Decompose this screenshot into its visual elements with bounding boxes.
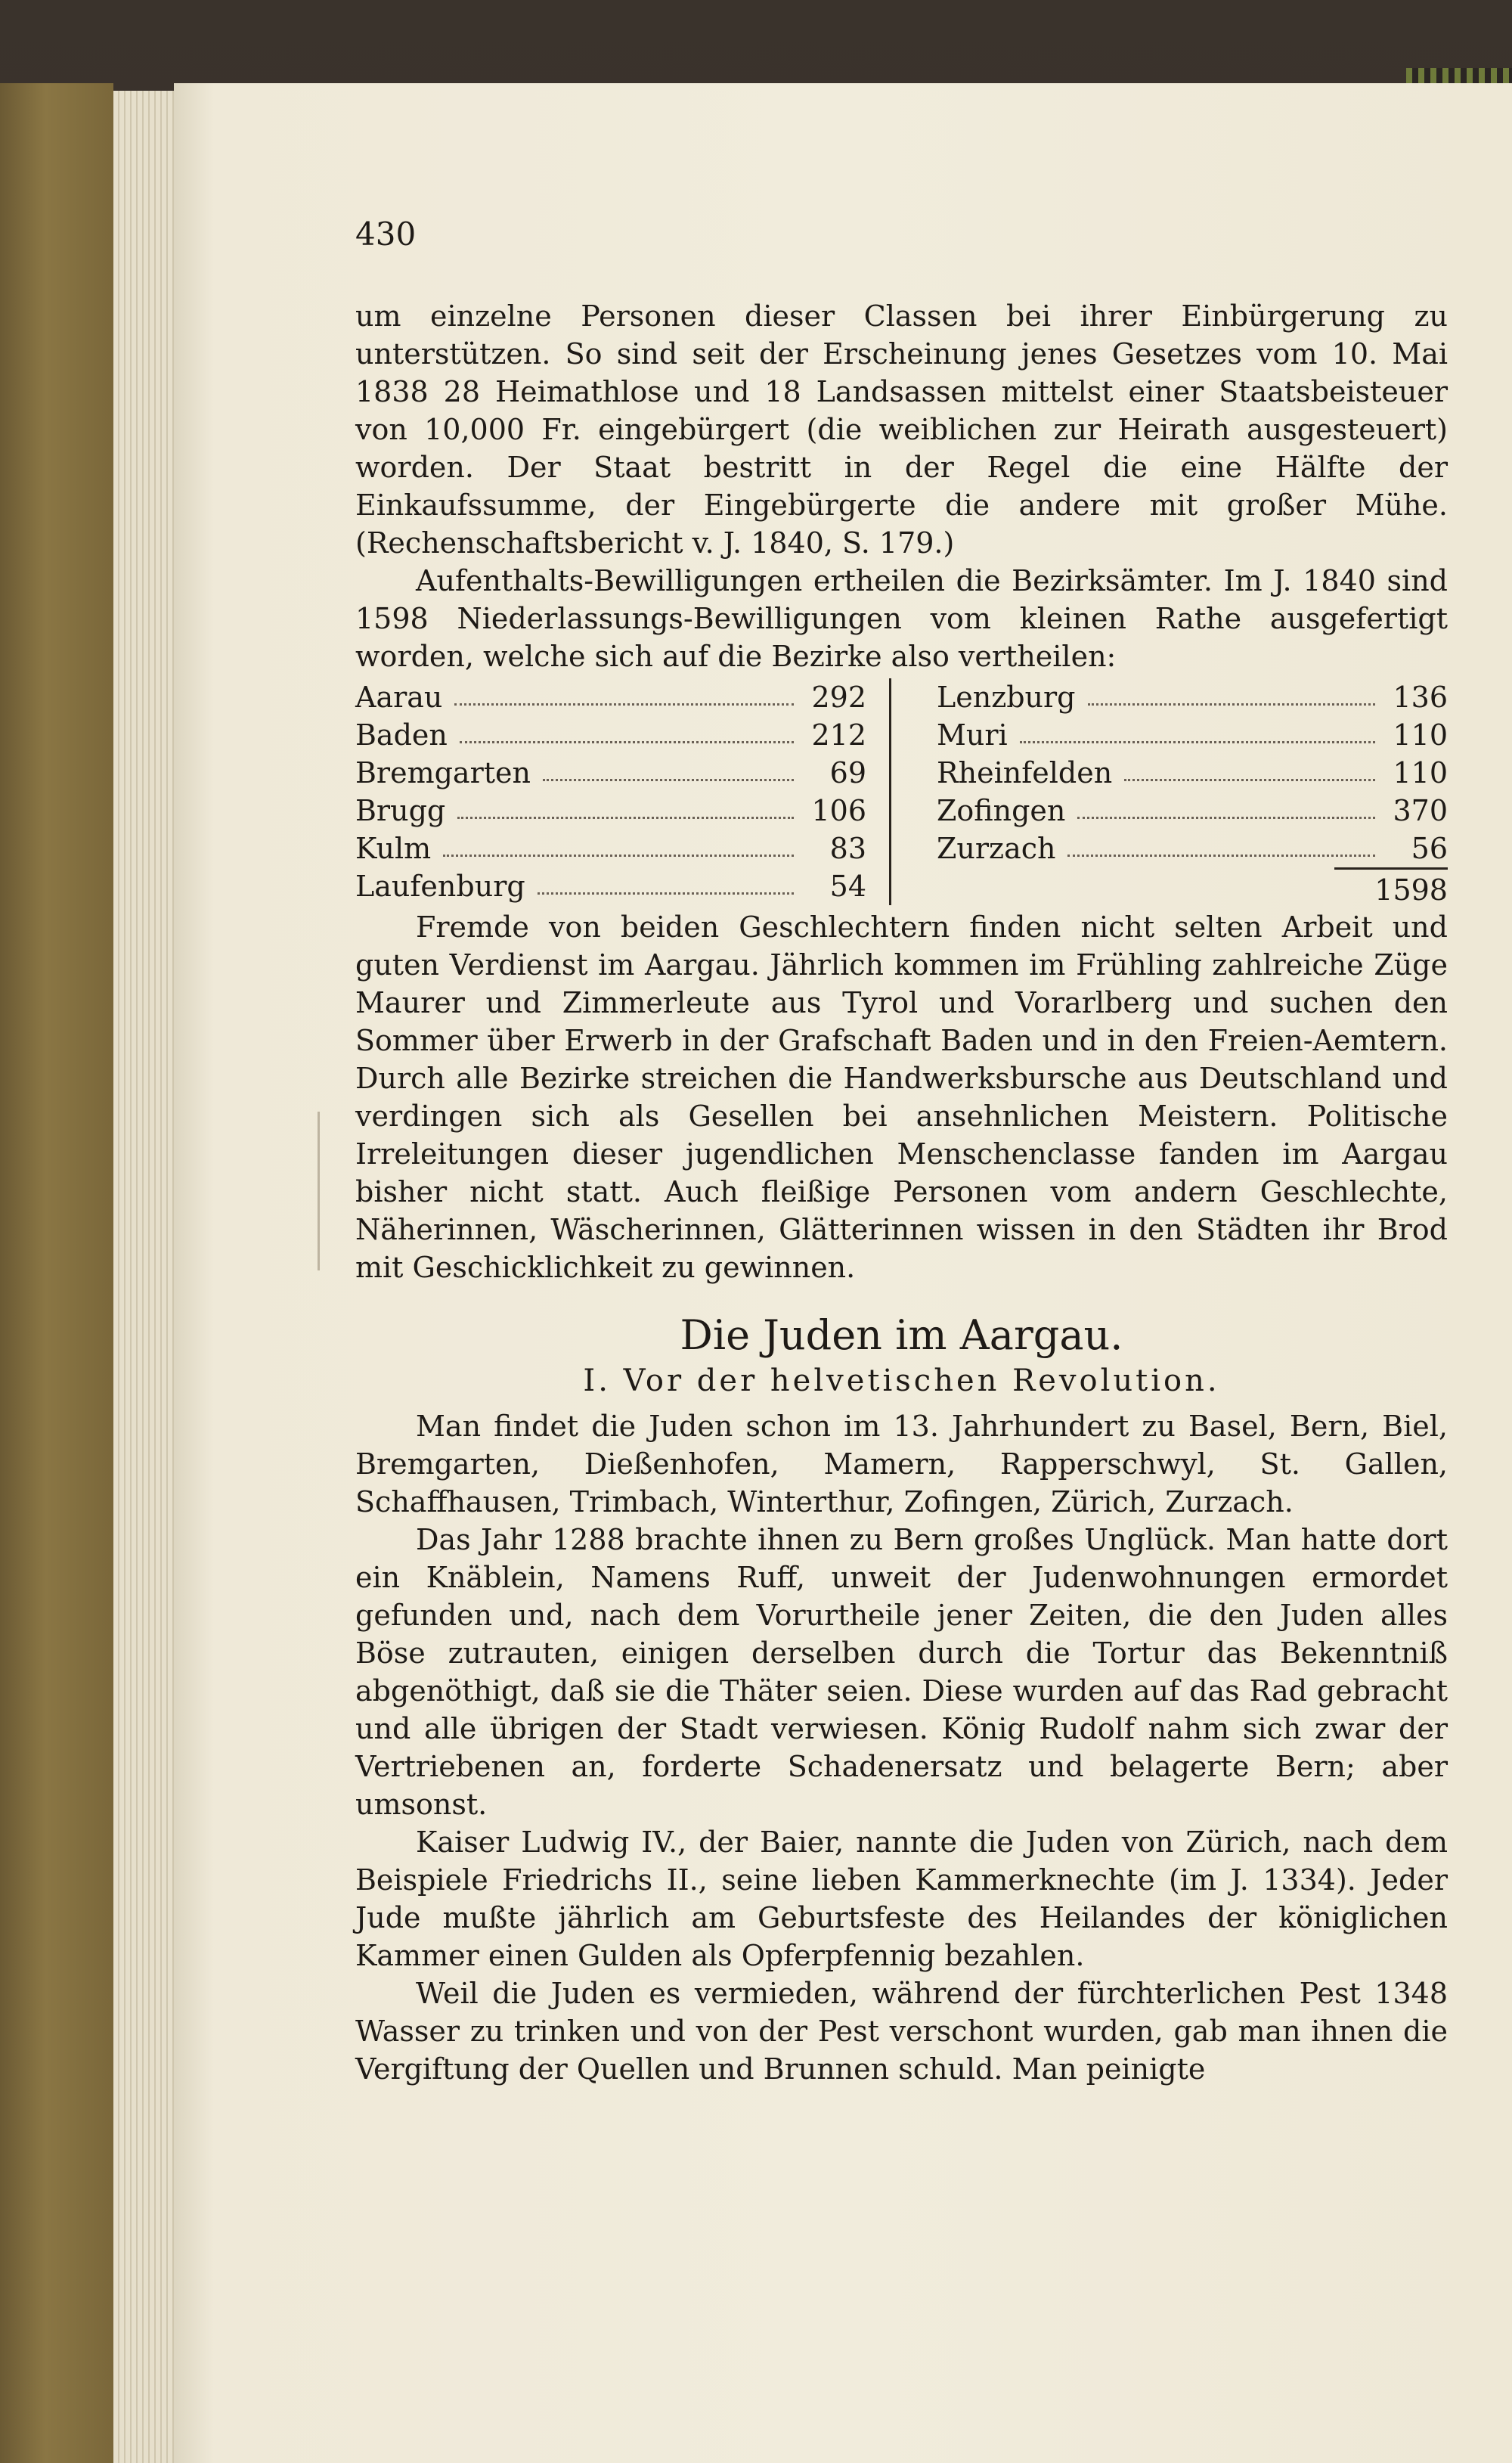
table-row (937, 716, 1448, 754)
table-row (355, 792, 866, 830)
table-row (937, 830, 1448, 867)
subsection-title: I. Vor der helvetischen Revolution. (583, 1363, 1220, 1398)
table-row (355, 754, 866, 792)
district-total: 1598 (1334, 867, 1448, 905)
paragraph-juden-3: Kaiser Ludwig IV., der Baier, nannte die Juden von Zürich, nach dem Beispiele Friedrichs II., seine lieben Kammerknechte (im J. 1334). Jeder Jude mußte jährlich am Geburtsfeste des Heilandes der königlichen Kammer einen Gulden als Opferpfennig bezahlen. (355, 1826, 1448, 1972)
district-name: Muri (937, 718, 1008, 752)
paragraph-strangers: Fremde von beiden Geschlechtern finden nicht selten Arbeit und guten Verdienst im Aargau. Jährlich kommen im Frühling zahlreiche Züge Maurer und Zimmerleute aus Tyrol und Vorarlberg und suchen den Sommer über Erwerb in der Grafschaft Baden und in den Freien-Aemtern. Durch alle Bezirke streichen die Handwerksbursche aus Deutschland und verdingen sich als Gesellen bei ansehnlichen Meistern. Politische Irreleitungen dieser jugendlichen Menschenclasse fanden im Aargau bisher nicht statt. Auch fleißige Personen vom andern Geschlechte, Näherinnen, Wäscherinnen, Glätterinnen wissen in den Städten ihr Brod mit Geschicklichkeit zu gewinnen. (355, 910, 1448, 1284)
district-name: Laufenburg (355, 870, 525, 903)
district-name: Zofingen (937, 794, 1066, 827)
district-value: 83 (829, 832, 866, 865)
table-row (355, 716, 866, 754)
district-value: 136 (1393, 681, 1448, 714)
district-table-left (355, 678, 891, 905)
paragraph-juden-4: Weil die Juden es vermieden, während der fürchterlichen Pest 1348 Wasser zu trinken und von der Pest verschont wurden, gab man ihnen die Vergiftung der Quellen und Brunnen schuld. Man peinigte (355, 1977, 1448, 2086)
district-table (355, 678, 1448, 905)
district-name: Aarau (355, 681, 443, 714)
district-value: 292 (811, 681, 866, 714)
district-value: 110 (1393, 718, 1448, 752)
page-text (355, 216, 1448, 2088)
district-value: 54 (829, 870, 866, 903)
district-value: 106 (811, 794, 866, 827)
paragraph-intro-2: Aufenthalts-Bewilligungen ertheilen die Bezirksämter. Im J. 1840 sind 1598 Niederlassungs-Bewilligungen vom kleinen Rathe ausgefertigt worden, welche sich auf die Bezirke also vertheilen: (355, 564, 1448, 673)
table-row (355, 678, 866, 716)
district-value: 212 (811, 718, 866, 752)
district-name: Kulm (355, 832, 432, 865)
district-name: Brugg (355, 794, 446, 827)
table-row (937, 754, 1448, 792)
section-title: Die Juden im Aargau. (680, 1311, 1123, 1359)
district-name: Bremgarten (355, 756, 531, 789)
district-name: Rheinfelden (937, 756, 1113, 789)
district-name: Zurzach (937, 832, 1056, 865)
paragraph-intro-1: um einzelne Personen dieser Classen bei ihrer Einbürgerung zu unterstützen. So sind seit der Erscheinung jenes Gesetzes vom 10. Mai 1838 28 Heimathlose und 18 Landsassen mittelst einer Staatsbeisteuer von 10,000 Fr. eingebürgert (die weiblichen zur Heirath ausgesteuert) worden. Der Staat bestritt in der Regel die eine Hälfte der Einkaufssumme, der Eingebürgerte die andere mit großer Mühe. (Rechenschaftsbericht v. J. 1840, S. 179.) (355, 299, 1448, 560)
page-stack-edge (113, 91, 174, 2463)
district-value: 69 (829, 756, 866, 789)
page-number: 430 (355, 216, 417, 253)
district-table-right (891, 678, 1448, 905)
district-value: 110 (1393, 756, 1448, 789)
table-row (355, 867, 866, 905)
book-cover-edge (0, 83, 113, 2463)
district-name: Lenzburg (937, 681, 1076, 714)
table-row (937, 678, 1448, 716)
district-name: Baden (355, 718, 448, 752)
paragraph-juden-1: Man findet die Juden schon im 13. Jahrhundert zu Basel, Bern, Biel, Bremgarten, Dießenhofen, Mamern, Rapperschwyl, St. Gallen, Schaffhausen, Trimbach, Winterthur, Zofingen, Zürich, Zurzach. (355, 1410, 1448, 1518)
table-row (937, 792, 1448, 830)
table-row (355, 830, 866, 867)
district-value: 56 (1411, 832, 1448, 865)
paragraph-juden-2: Das Jahr 1288 brachte ihnen zu Bern großes Unglück. Man hatte dort ein Knäblein, Namens Ruff, unweit der Judenwohnungen ermordet gefunden und, nach dem Vorurtheile jener Zeiten, die den Juden alles Böse zutrauten, einigen derselben durch die Tortur das Bekenntniß abgenöthigt, daß sie die Thäter seien. Diese wurden auf das Rad gebracht und alle übrigen der Stadt verwiesen. König Rudolf nahm sich zwar der Vertriebenen an, forderte Schadenersatz und belagerte Bern; aber umsonst. (355, 1523, 1448, 1821)
table-total-row (937, 867, 1448, 905)
district-value: 370 (1393, 794, 1448, 827)
margin-marks (318, 1112, 330, 1270)
